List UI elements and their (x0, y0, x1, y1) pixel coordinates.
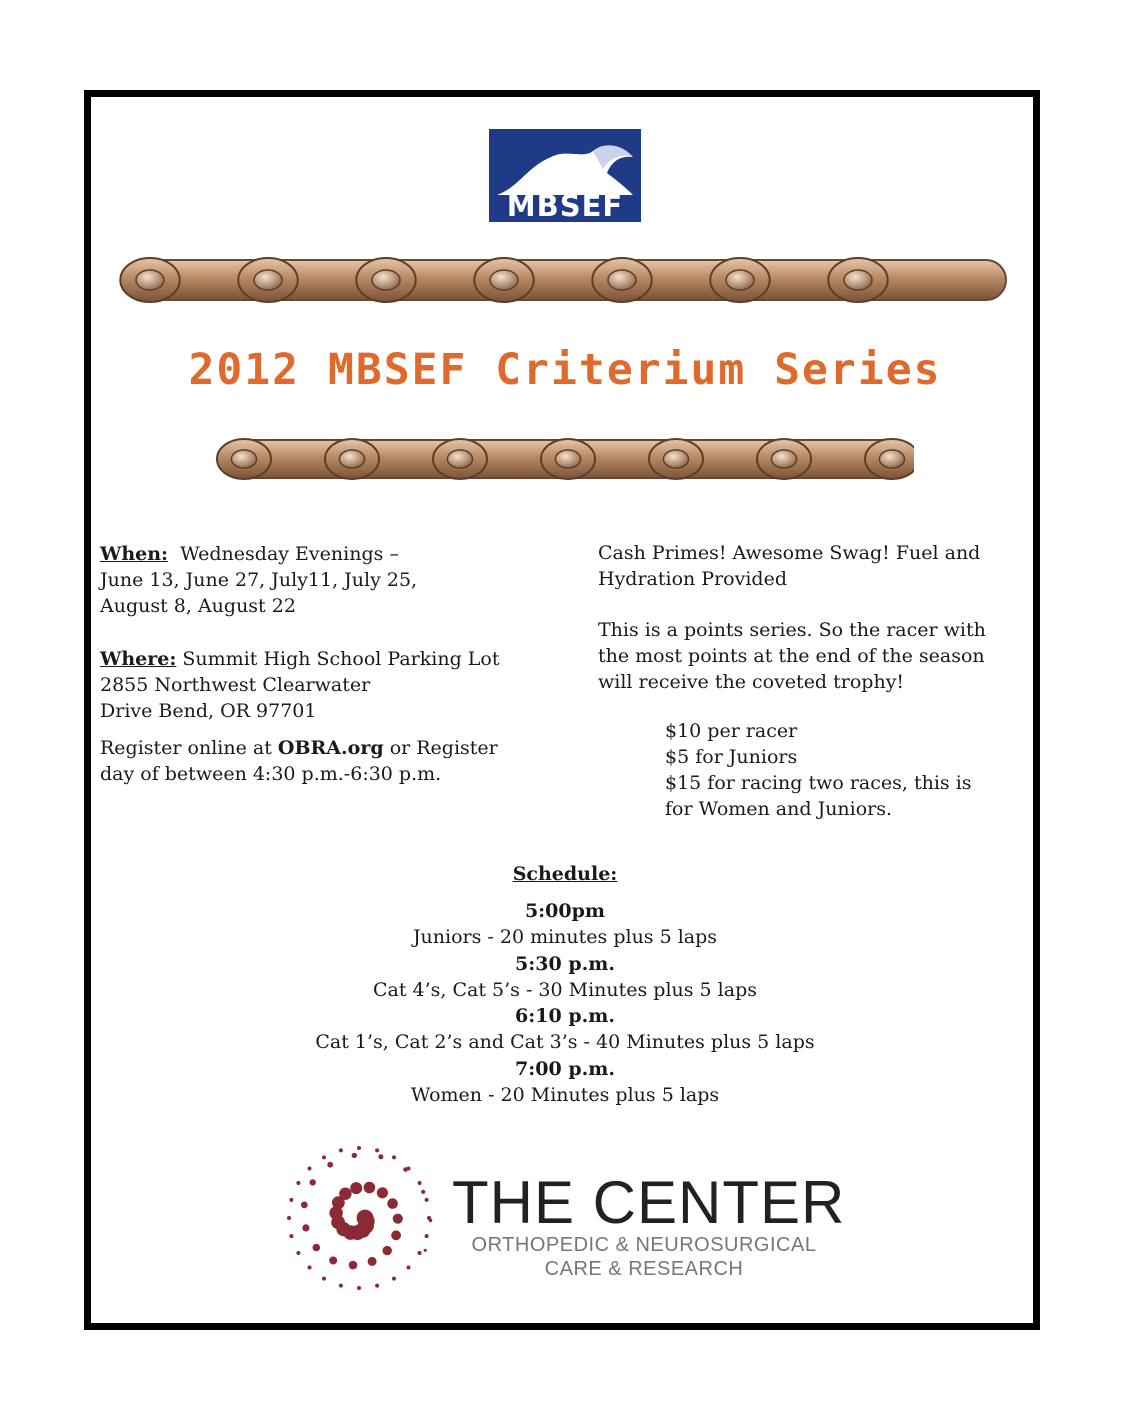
ring-dot (296, 1181, 300, 1185)
spiral-dot (391, 1230, 401, 1240)
schedule-heading-text: Schedule: (512, 863, 618, 885)
fee-line: $5 for Juniors (665, 746, 798, 768)
chain-pin (663, 450, 688, 468)
chain-pin (339, 450, 364, 468)
chain-pin (608, 270, 636, 290)
spiral-dot (310, 1179, 316, 1185)
chain-pin (490, 270, 518, 290)
ring-dot (357, 1286, 361, 1290)
register-prefix: Register online at (100, 737, 272, 759)
spiral-dot (424, 1249, 427, 1252)
spiral-dot (301, 1202, 308, 1209)
chain-pin (844, 270, 872, 290)
sponsor-sub1: ORTHOPEDIC & NEUROSURGICAL (471, 1234, 817, 1256)
spiral-dot (387, 1198, 398, 1209)
chain-pin (254, 270, 282, 290)
chain-pin (771, 450, 796, 468)
the-center-dots-icon (284, 1140, 434, 1296)
ring-dot (308, 1167, 312, 1171)
ring-dot (425, 1234, 429, 1238)
ring-dot (425, 1198, 429, 1202)
spiral-dot (378, 1154, 383, 1159)
ring-dot (308, 1266, 312, 1270)
chain-pin (447, 450, 472, 468)
sponsor-name: THE CENTER (452, 1169, 846, 1236)
chain-pin (879, 450, 904, 468)
schedule-time: 7:00 p.m. (515, 1057, 615, 1080)
where-label: Where: (100, 648, 177, 670)
ring-dot (287, 1216, 291, 1220)
points-line: This is a points series. So the racer with (598, 619, 986, 641)
spiral-dot (393, 1214, 403, 1224)
ring-dot (375, 1284, 379, 1288)
when-value: Wednesday Evenings – (180, 543, 399, 565)
spiral-dot (352, 1153, 357, 1158)
sponsor-sub2: CARE & RESEARCH (544, 1258, 744, 1280)
schedule-time: 5:30 p.m. (515, 952, 615, 975)
ring-dot (392, 1277, 396, 1281)
fees-block (665, 718, 1045, 822)
ring-dot (289, 1234, 293, 1238)
schedule-time: 5:00pm (524, 900, 606, 922)
register-suffix: or Register (389, 737, 498, 759)
where-line: Drive Bend, OR 97701 (100, 700, 317, 722)
ring-dot (418, 1251, 422, 1255)
chain-pin (726, 270, 754, 290)
perks-line: Cash Primes! Awesome Swag! Fuel and (598, 542, 981, 564)
spiral-dot (350, 1182, 362, 1194)
schedule-time: 6:10 p.m. (515, 1005, 615, 1028)
schedule-desc: Cat 1’s, Cat 2’s and Cat 3’s - 40 Minutes plus 5 laps (315, 1031, 815, 1054)
chain-pin (555, 450, 580, 468)
register-line: day of between 4:30 p.m.-6:30 p.m. (100, 763, 442, 785)
fee-line: $10 per racer (665, 720, 798, 742)
spiral-dot (349, 1261, 358, 1270)
spiral-dot (329, 1257, 337, 1265)
when-line: June 13, June 27, July11, July 25, (100, 569, 418, 591)
fee-line: $15 for racing two races, this is (665, 772, 972, 794)
spiral-dot (421, 1190, 425, 1194)
spiral-dot (327, 1162, 333, 1168)
spiral-dot (368, 1257, 377, 1266)
mbsef-logo (489, 129, 641, 222)
ring-dot (418, 1181, 422, 1185)
fee-line: for Women and Juniors. (665, 798, 893, 820)
ring-dot (296, 1251, 300, 1255)
chain-pin (372, 270, 400, 290)
bike-chain-bottom (214, 420, 914, 496)
ring-dot (427, 1216, 431, 1220)
points-block (598, 617, 1038, 695)
ring-dot (407, 1167, 411, 1171)
ring-dot (289, 1198, 293, 1202)
perks-block (598, 540, 1038, 592)
obra-link[interactable]: OBRA.org (277, 737, 384, 759)
chain-pin (231, 450, 256, 468)
spiral-dot (302, 1224, 309, 1231)
points-line: the most points at the end of the season (598, 645, 985, 667)
ring-dot (339, 1284, 343, 1288)
ring-dot (339, 1148, 343, 1152)
spiral-dot (313, 1244, 321, 1252)
schedule-desc: Juniors - 20 minutes plus 5 laps (412, 926, 718, 949)
ring-dot (322, 1277, 326, 1281)
spiral-dot (383, 1246, 392, 1255)
chain-pin (136, 270, 164, 290)
where-block (100, 646, 570, 724)
spiral-dot (377, 1187, 388, 1198)
schedule-heading (120, 861, 1010, 887)
schedule-desc: Women - 20 Minutes plus 5 laps (410, 1084, 720, 1107)
where-value: Summit High School Parking Lot (182, 648, 500, 670)
when-block (100, 541, 570, 619)
spiral-dot (339, 1188, 351, 1200)
spiral-dot (364, 1182, 376, 1194)
ring-dot (392, 1155, 396, 1159)
schedule-list (120, 898, 1010, 1108)
ring-dot (322, 1155, 326, 1159)
ring-dot (357, 1146, 361, 1150)
series-title: 2012 MBSEF Criterium Series (188, 345, 942, 395)
bike-chain-top (114, 238, 1016, 320)
ring-dot (375, 1148, 379, 1152)
points-line: will receive the coveted trophy! (598, 671, 905, 693)
ring-dot (407, 1266, 411, 1270)
perks-line: Hydration Provided (598, 568, 787, 590)
when-label: When: (100, 543, 169, 565)
mbsef-logo-text: MBSEF (506, 189, 624, 223)
schedule-desc: Cat 4’s, Cat 5’s - 30 Minutes plus 5 laps (372, 978, 758, 1001)
register-block (100, 735, 570, 787)
where-line: 2855 Northwest Clearwater (100, 674, 371, 696)
when-line: August 8, August 22 (100, 595, 296, 617)
